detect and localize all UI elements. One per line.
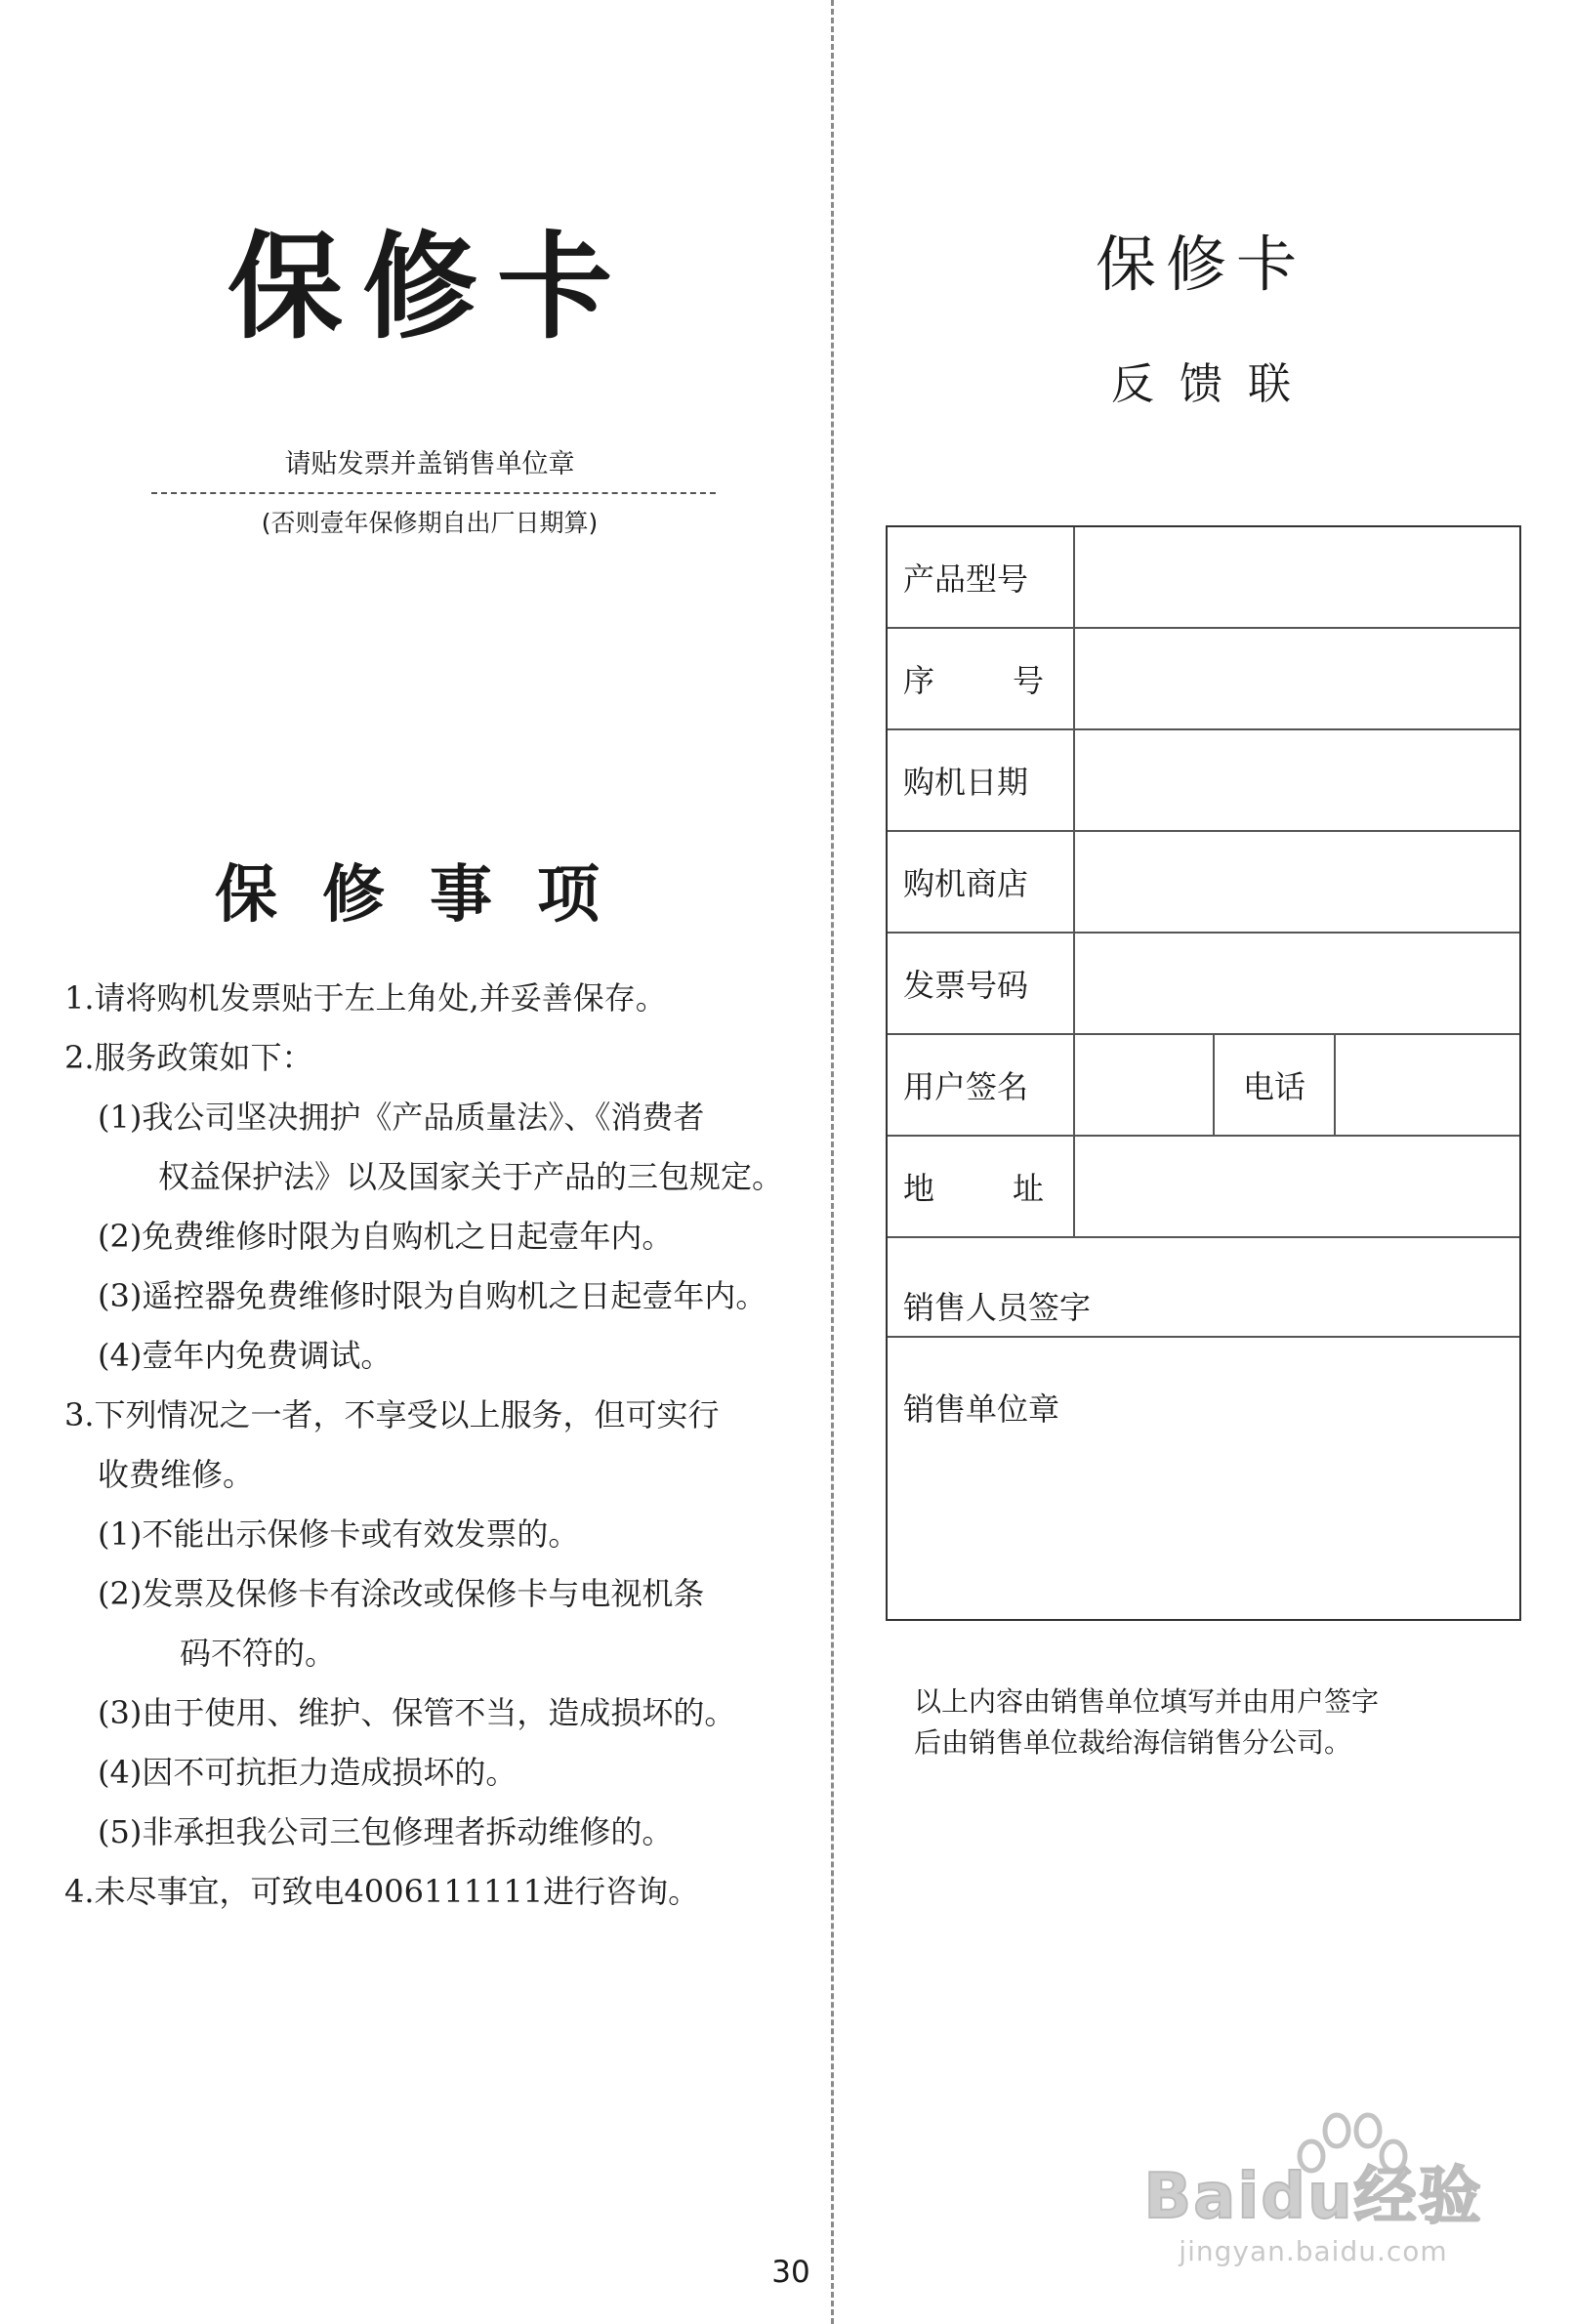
serial-label xyxy=(888,629,1075,728)
note-line: (2)免费维修时限为自购机之日起壹年内。 xyxy=(98,1218,674,1255)
invoice-divider xyxy=(151,492,716,494)
perforation-cut-line xyxy=(831,0,834,2324)
purchase-date-label: 购机日期 xyxy=(888,730,1075,830)
note-line: 1.请将购机发票贴于左上角处,并妥善保存。 xyxy=(64,979,667,1017)
model-field[interactable] xyxy=(1075,527,1519,627)
address-field[interactable] xyxy=(1075,1137,1519,1236)
serial-label-part: 号 xyxy=(1012,662,1044,699)
note-line: (5)非承担我公司三包修理者拆动维修的。 xyxy=(98,1813,674,1850)
address-label-part: 址 xyxy=(1012,1170,1044,1207)
warranty-form xyxy=(886,525,1521,1621)
note-line: (1)我公司坚决拥护《产品质量法》、《消费者 xyxy=(98,1099,705,1136)
serial-field[interactable] xyxy=(1075,629,1519,728)
address-label-part: 地 xyxy=(903,1170,935,1207)
note-line: 权益保护法》以及国家关于产品的三包规定。 xyxy=(158,1158,784,1195)
warranty-notes-list xyxy=(59,969,801,1922)
feedback-card-title: 保修卡 xyxy=(1095,228,1306,300)
form-row-sales-sign[interactable] xyxy=(888,1238,1519,1338)
warranty-notes-title: 保修事项 xyxy=(215,858,644,932)
footnote-line: 以上内容由销售单位填写并由用户签字 xyxy=(914,1685,1380,1718)
note-line: (4)因不可抗拒力造成损坏的。 xyxy=(98,1754,518,1791)
phone-field[interactable] xyxy=(1336,1035,1519,1135)
feedback-footnote xyxy=(914,1681,1500,1764)
form-row-purchase-date xyxy=(888,730,1519,832)
form-row-seal[interactable] xyxy=(888,1338,1519,1621)
baidu-watermark xyxy=(1138,2109,1489,2275)
note-line: 4.未尽事宜，可致电4006111111进行咨询。 xyxy=(64,1873,700,1910)
watermark-brand: Baidu经验 xyxy=(1143,2161,1483,2233)
form-row-model xyxy=(888,527,1519,629)
feedback-card-subtitle: 反馈联 xyxy=(1111,359,1316,409)
form-row-invoice xyxy=(888,934,1519,1035)
invoice-subnote: (否则壹年保修期自出厂日期算) xyxy=(261,509,599,537)
note-line: 2.服务政策如下： xyxy=(64,1039,313,1076)
note-line: (1)不能出示保修卡或有效发票的。 xyxy=(98,1515,580,1553)
note-line: 码不符的。 xyxy=(180,1635,337,1672)
address-label xyxy=(888,1137,1075,1236)
note-line: 收费维修。 xyxy=(98,1456,255,1493)
store-label: 购机商店 xyxy=(888,832,1075,932)
note-line: (3)遥控器免费维修时限为自购机之日起壹年内。 xyxy=(98,1277,767,1314)
invoice-no-label: 发票号码 xyxy=(888,934,1075,1033)
invoice-note: 请贴发票并盖销售单位章 xyxy=(284,449,575,479)
form-row-address xyxy=(888,1137,1519,1238)
purchase-date-field[interactable] xyxy=(1075,730,1519,830)
store-field[interactable] xyxy=(1075,832,1519,932)
page-number: 30 xyxy=(771,2255,810,2290)
phone-label: 电话 xyxy=(1213,1035,1336,1135)
note-line: (2)发票及保修卡有涂改或保修卡与电视机条 xyxy=(98,1575,705,1612)
note-line: (3)由于使用、维护、保管不当，造成损坏的。 xyxy=(98,1694,736,1731)
form-row-serial xyxy=(888,629,1519,730)
model-label: 产品型号 xyxy=(888,527,1075,627)
sales-sign-label: 销售人员签字 xyxy=(903,1289,1092,1326)
warranty-card-title: 保修卡 xyxy=(227,220,632,354)
watermark-url: jingyan.baidu.com xyxy=(1179,2235,1448,2267)
user-sign-field[interactable] xyxy=(1075,1035,1209,1135)
form-row-user xyxy=(888,1035,1519,1137)
serial-label-part: 序 xyxy=(903,662,935,699)
note-line: (4)壹年内免费调试。 xyxy=(98,1337,393,1374)
invoice-no-field[interactable] xyxy=(1075,934,1519,1033)
user-sign-label: 用户签名 xyxy=(888,1035,1075,1135)
footnote-line: 后由销售单位裁给海信销售分公司。 xyxy=(914,1726,1352,1759)
note-line: 3.下列情况之一者，不享受以上服务，但可实行 xyxy=(64,1396,720,1433)
seal-label: 销售单位章 xyxy=(903,1390,1060,1428)
form-row-store xyxy=(888,832,1519,934)
